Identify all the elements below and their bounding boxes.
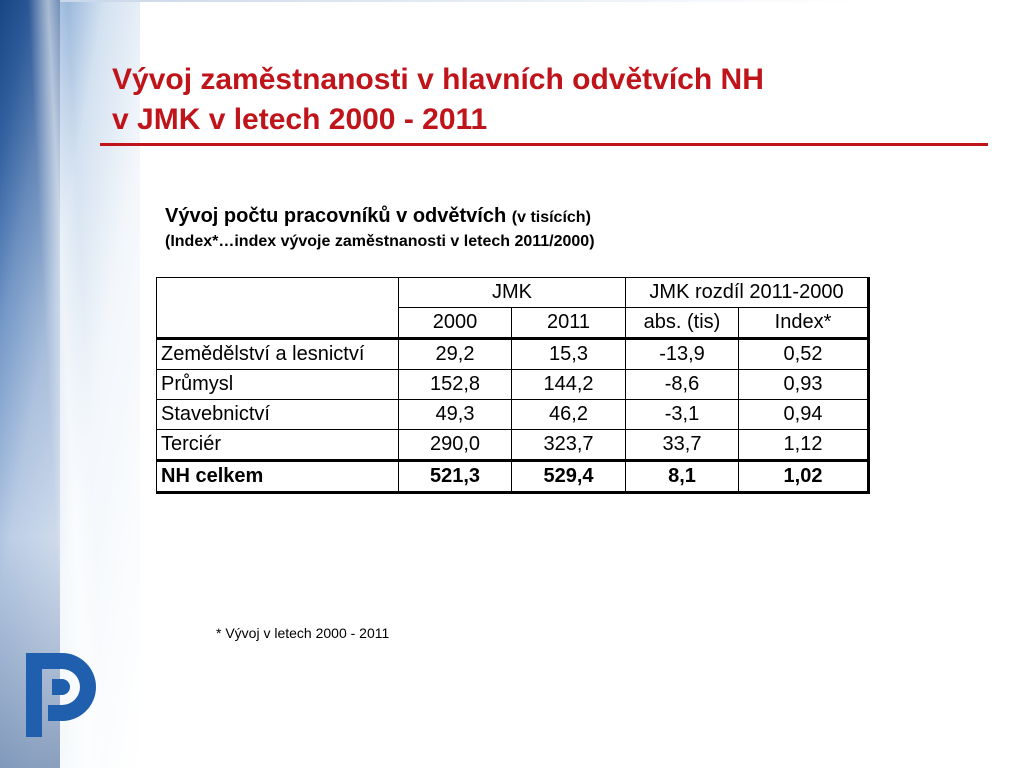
- slide-title-line-2: v JMK v letech 2000 - 2011: [112, 103, 488, 136]
- title-underline: [100, 143, 988, 146]
- column-header-abs: abs. (tis): [626, 308, 739, 339]
- top-decorative-line: [60, 0, 860, 2]
- group-header-jmk: JMK: [399, 278, 626, 308]
- employment-table: [156, 277, 870, 494]
- column-header-2000: 2000: [399, 308, 512, 339]
- table-row: [157, 430, 869, 461]
- cell-index: 0,52: [739, 339, 869, 370]
- cell-2000: 49,3: [399, 400, 512, 430]
- table-row: [157, 400, 869, 430]
- group-header-difference: JMK rozdíl 2011-2000: [626, 278, 869, 308]
- row-label: Terciér: [157, 430, 399, 461]
- total-label: NH celkem: [157, 461, 399, 493]
- total-index: 1,02: [739, 461, 869, 493]
- cell-2000: 290,0: [399, 430, 512, 461]
- cell-abs: 33,7: [626, 430, 739, 461]
- cell-abs: -3,1: [626, 400, 739, 430]
- table-row: [157, 339, 869, 370]
- column-header-2011: 2011: [512, 308, 626, 339]
- table-row: [157, 370, 869, 400]
- cell-2000: 152,8: [399, 370, 512, 400]
- footnote: * Vývoj v letech 2000 - 2011: [216, 625, 390, 641]
- total-2000: 521,3: [399, 461, 512, 493]
- row-label: Stavebnictví: [157, 400, 399, 430]
- total-abs: 8,1: [626, 461, 739, 493]
- total-2011: 529,4: [512, 461, 626, 493]
- table-total-row: [157, 461, 869, 493]
- logo-icon: [22, 645, 118, 745]
- table-corner-cell: [157, 278, 399, 339]
- table-group-header-row: [157, 278, 869, 308]
- caption-unit: (v tisících): [511, 209, 591, 226]
- slide-title: [112, 60, 992, 140]
- caption-main: Vývoj počtu pracovníků v odvětvích: [165, 205, 507, 227]
- cell-index: 0,94: [739, 400, 869, 430]
- cell-index: 0,93: [739, 370, 869, 400]
- row-label: Zemědělství a lesnictví: [157, 339, 399, 370]
- cell-2000: 29,2: [399, 339, 512, 370]
- caption-line-2: (Index*…index vývoje zaměstnanosti v letech 2011/2000): [165, 233, 595, 250]
- slide-title-line-1: Vývoj zaměstnanosti v hlavních odvětvích NH: [112, 63, 764, 96]
- caption-line-1: [165, 203, 885, 231]
- cell-2011: 15,3: [512, 339, 626, 370]
- row-label: Průmysl: [157, 370, 399, 400]
- cell-2011: 46,2: [512, 400, 626, 430]
- cell-abs: -8,6: [626, 370, 739, 400]
- cell-abs: -13,9: [626, 339, 739, 370]
- table-caption: [165, 203, 885, 253]
- cell-2011: 144,2: [512, 370, 626, 400]
- cell-index: 1,12: [739, 430, 869, 461]
- cell-2011: 323,7: [512, 430, 626, 461]
- column-header-index: Index*: [739, 308, 869, 339]
